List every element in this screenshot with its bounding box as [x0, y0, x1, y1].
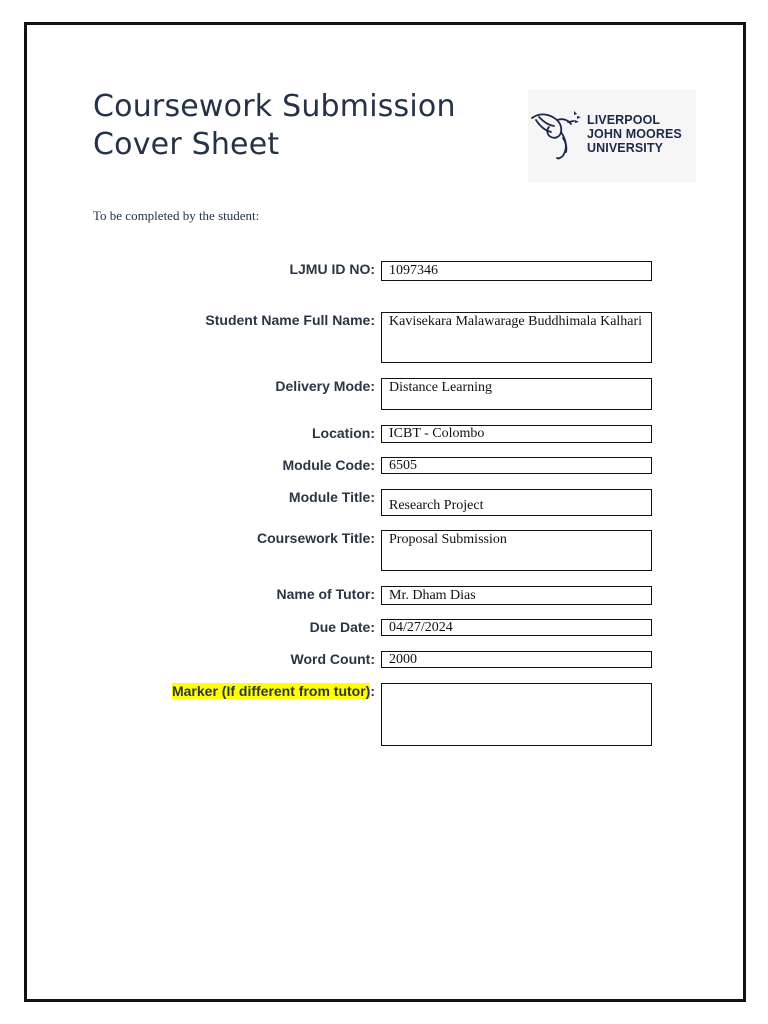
module-title-field[interactable]: Research Project — [381, 489, 652, 516]
logo-line-3: UNIVERSITY — [587, 141, 664, 155]
logo-wordmark — [587, 113, 682, 155]
tutor-field[interactable]: Mr. Dham Dias — [381, 586, 652, 605]
module-code-field[interactable]: 6505 — [381, 457, 652, 474]
student-name-label: Student Name Full Name: — [205, 312, 375, 328]
marker-field[interactable] — [381, 683, 652, 746]
title-line-1: Coursework Submission — [93, 89, 456, 124]
student-name-field[interactable]: Kavisekara Malawarage Buddhimala Kalhari — [381, 312, 652, 363]
delivery-mode-field[interactable]: Distance Learning — [381, 378, 652, 410]
coursework-title-label: Coursework Title: — [257, 530, 375, 546]
location-label: Location: — [312, 425, 375, 441]
word-count-label: Word Count: — [290, 651, 375, 667]
logo-line-1: LIVERPOOL — [587, 113, 661, 127]
marker-label-colon: : — [370, 683, 375, 699]
page-title — [93, 88, 456, 164]
location-field[interactable]: ICBT - Colombo — [381, 425, 652, 443]
marker-label-highlight: Marker (If different from tutor) — [171, 683, 371, 699]
liver-bird-icon — [530, 108, 586, 164]
university-logo — [528, 90, 696, 182]
ljmu-id-label: LJMU ID NO: — [289, 261, 375, 277]
word-count-field[interactable]: 2000 — [381, 651, 652, 668]
tutor-label: Name of Tutor: — [276, 586, 375, 602]
module-title-label: Module Title: — [288, 489, 375, 505]
logo-line-2: JOHN MOORES — [587, 127, 682, 141]
intro-text: To be completed by the student: — [93, 208, 260, 223]
marker-label — [172, 683, 375, 699]
module-code-label: Module Code: — [282, 457, 375, 473]
ljmu-id-field[interactable]: 1097346 — [381, 261, 652, 281]
due-date-field[interactable]: 04/27/2024 — [381, 619, 652, 636]
title-line-2: Cover Sheet — [93, 127, 280, 162]
due-date-label: Due Date: — [309, 619, 375, 635]
coursework-title-field[interactable]: Proposal Submission — [381, 530, 652, 571]
delivery-mode-label: Delivery Mode: — [275, 378, 375, 394]
